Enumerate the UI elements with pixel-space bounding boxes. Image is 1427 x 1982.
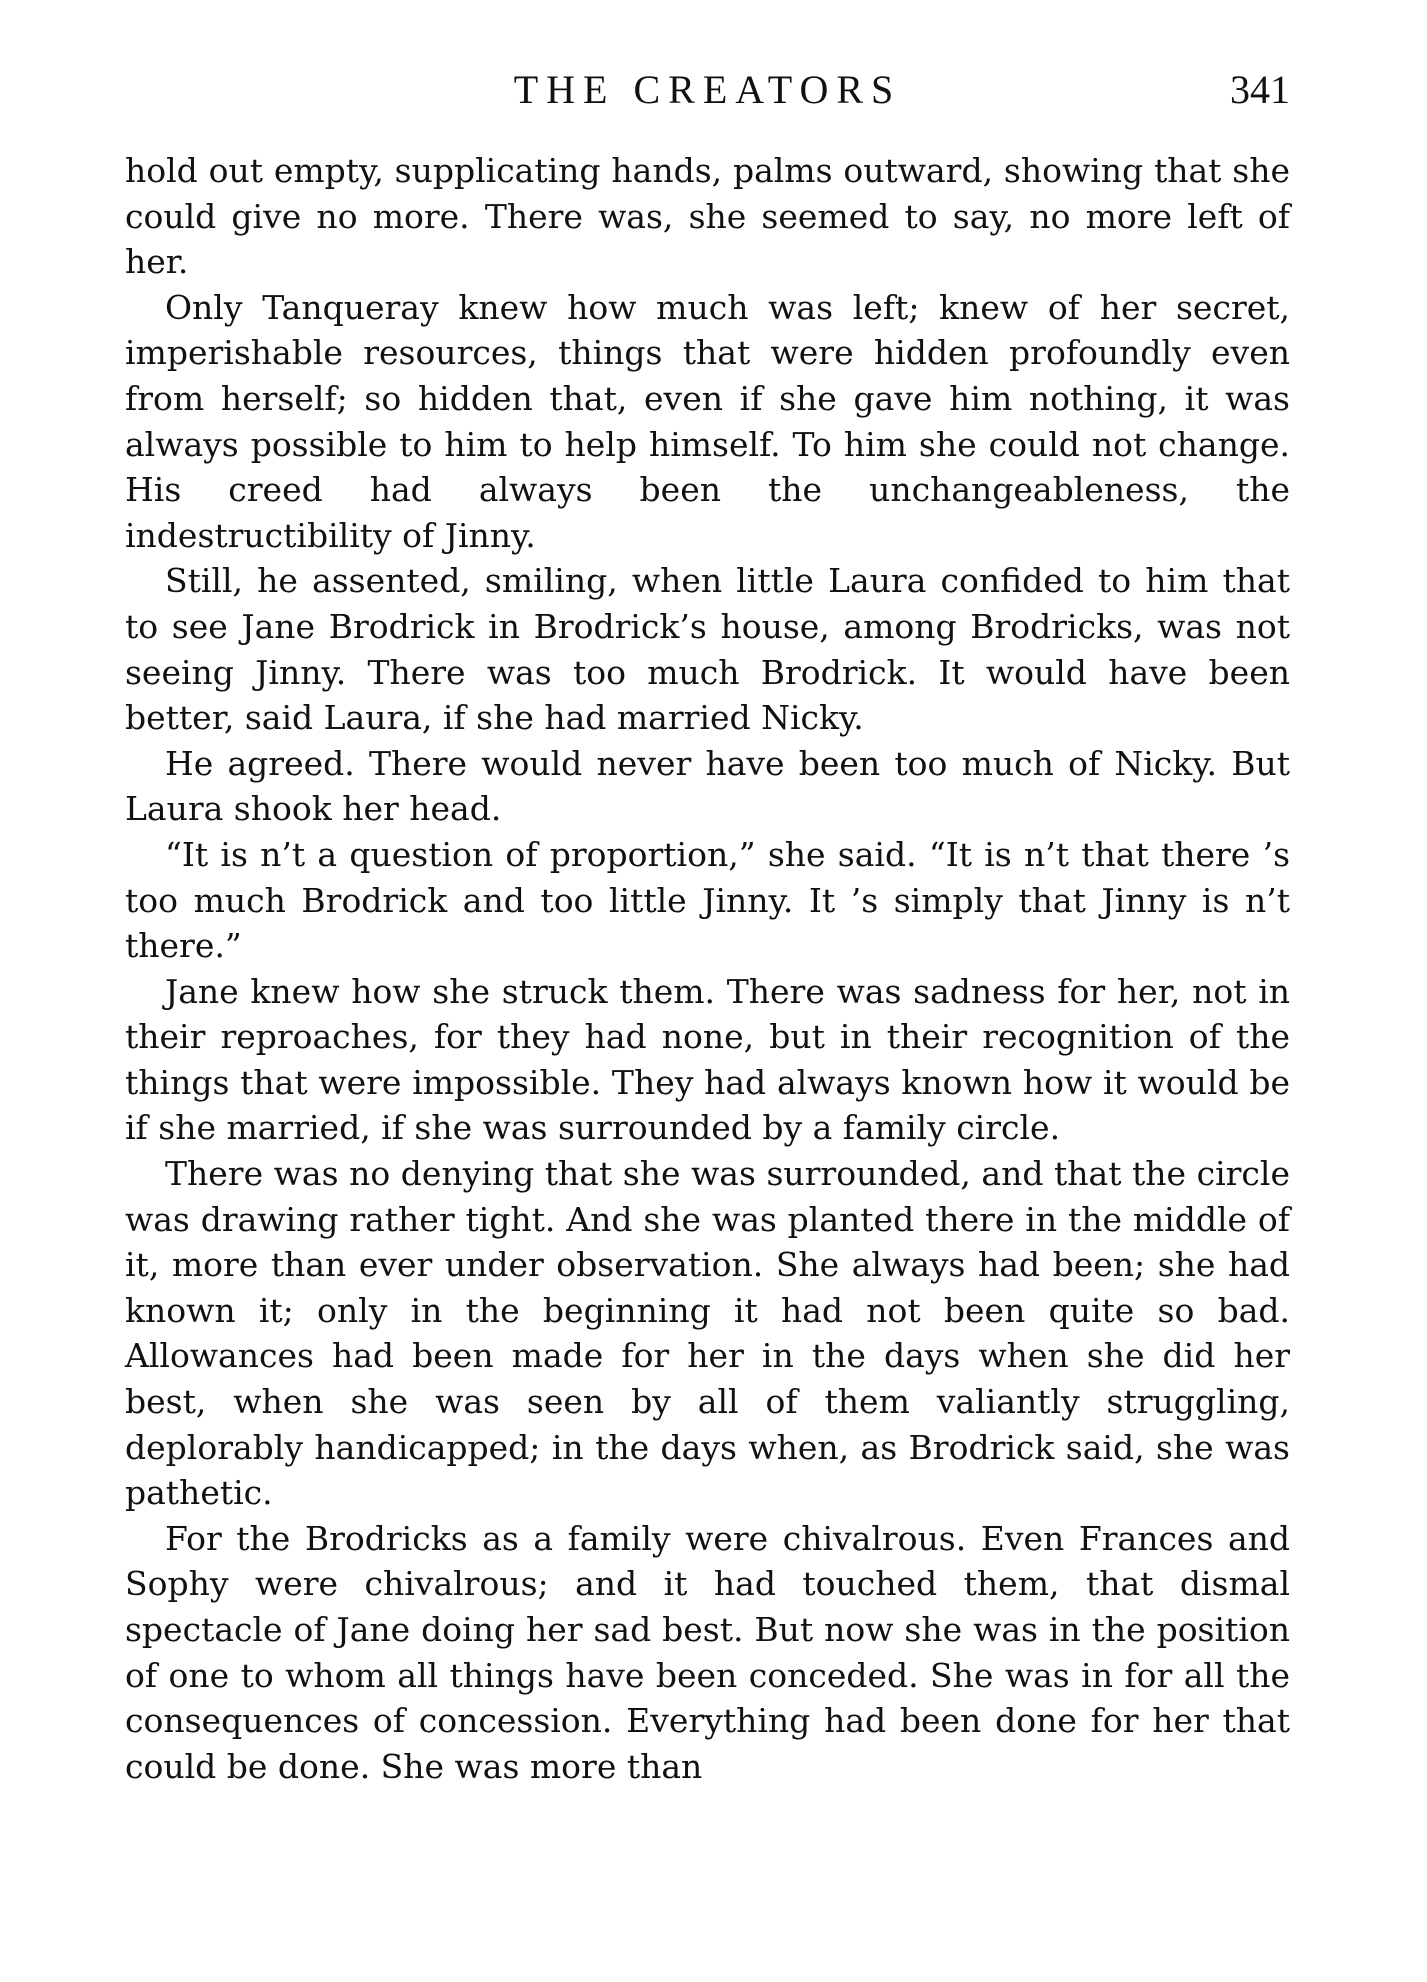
paragraph: Jane knew how she struck them. There was sadness for her, not in their reproaches, for they had none, but in their recognition of the things that were impossible. They had always known how it would be if she married, if she was surrounded by a family circle. bbox=[125, 971, 1290, 1148]
running-head-title: THE CREATORS bbox=[513, 67, 902, 112]
paragraph: hold out empty, supplicating hands, palms outward, showing that she could give no more. There was, she seemed to say, no more left of her. bbox=[125, 151, 1290, 282]
body-text bbox=[125, 148, 1290, 1789]
paragraph: For the Brodricks as a family were chivalrous. Even Frances and Sophy were chivalrous; and it had touched them, that dismal spectacle of Jane doing her sad best. But now she was in the position of one to whom all things have been conceded. She was in for all the consequences of concession. Everything had been done for her that could be done. She was more than bbox=[125, 1518, 1290, 1786]
paragraph: “It is n’t a question of proportion,” she said. “It is n’t that there ’s too much Brodrick and too little Jinny. It ’s simply that Jinny is n’t there.” bbox=[125, 834, 1290, 966]
running-head bbox=[125, 66, 1290, 116]
paragraph: He agreed. There would never have been too much of Nicky. But Laura shook her head. bbox=[125, 743, 1290, 829]
paragraph: Only Tanqueray knew how much was left; knew of her secret, imperishable resources, things that were hidden profoundly even from herself; so hidden that, even if she gave him nothing, it was always possible to him to help himself. To him she could not change. His creed had always been the unchangeableness, the indestructibility of Jinny. bbox=[125, 287, 1290, 555]
paragraph: Still, he assented, smiling, when little Laura confided to him that to see Jane Brodrick in Brodrick’s house, among Brodricks, was not seeing Jinny. There was too much Brodrick. It would have been better, said Laura, if she had married Nicky. bbox=[125, 561, 1290, 738]
page-number: 341 bbox=[1230, 67, 1290, 112]
paragraph: There was no denying that she was surrounded, and that the circle was drawing rather tight. And she was planted there in the middle of it, more than ever under observation. She always had been; she had known it; only in the beginning it had not been quite so bad. Allowances had been made for her in the days when she did her best, when she was seen by all of them valiantly struggling, deplorably handicapped; in the days when, as Brodrick said, she was pathetic. bbox=[125, 1154, 1290, 1513]
